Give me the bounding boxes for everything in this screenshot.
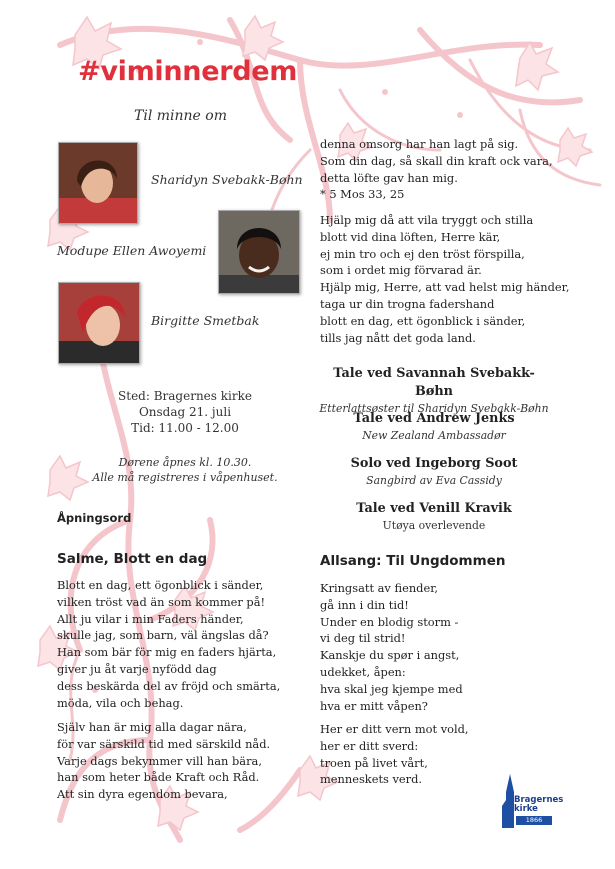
logo-name: Bragernes kirke [514, 795, 564, 814]
event-place: Sted: Bragernes kirke [118, 389, 252, 403]
speaker-andrew: Tale ved Andrew Jenks New Zealand Ambassadør [353, 411, 515, 442]
hymn-verse-3: Hjälp mig då att vila tryggt och stilla blott vid dina löften, Herre kär, ej min tro och ej den tröst förspilla, som i ordet mig förvarad är. Hjälp mig, Herre, att vad helst mig händer, taga ur din trogna fadershand blott en dag, ett ögonblick i sänder, tills jag nått det goda land. [320, 213, 570, 345]
event-date: Onsdag 21. juli [138, 405, 232, 419]
portrait-photo-sharidyn [58, 142, 138, 224]
solo-ingeborg: Solo ved Ingeborg Soot Sangbird av Eva Cassidy [350, 456, 518, 487]
portrait-photo-modupe [218, 210, 300, 294]
person-name: Birgitte Smetbak [151, 313, 260, 328]
speaker-venill: Tale ved Venill Kravik Utøya overlevende [356, 501, 512, 532]
hymn-verse-2: Själv han är mig alla dagar nära, för var särskild tid med särskild nåd. Varje dags bekymmer vill han bära, han som heter både Kraft och Råd. Att sin dyra egendom bevara, [57, 720, 271, 802]
portrait-photo-birgitte [58, 282, 140, 364]
song-verse-2: Her er ditt vern mot vold, her er ditt sverd: troen på livet vårt, menneskets verd. [320, 722, 469, 787]
speaker-savannah: Tale ved Savannah Svebakk-Bøhn Etterlattsøster til Sharidyn Svebakk-Bøhn [319, 366, 549, 415]
event-details [100, 388, 270, 436]
hymn-verse-2-continued: denna omsorg har han lagt på sig. Som din dag, så skall din kraft ock vara, detta löfte gav han mig. * 5 Mos 33, 25 [320, 137, 553, 202]
person-name: Modupe Ellen Awoyemi [57, 243, 207, 258]
song-verse-1: Kringsatt av fiender, gå inn i din tid! Under en blodig storm - vi deg til strid! Kanskje du spør i angst, udekket, åpen: hva skal jeg kjempe med hva er mitt våpen? [320, 581, 463, 713]
hashtag-title: #viminnerdem [78, 56, 298, 87]
event-time: Tid: 11.00 - 12.00 [131, 421, 239, 435]
opening-heading: Åpningsord [57, 511, 132, 525]
door-note: Dørene åpnes kl. 10.30. Alle må registreres i våpenhuset. [92, 456, 278, 484]
bible-reference: * 5 Mos 33, 25 [320, 187, 405, 202]
logo-year: 1866 [516, 816, 552, 825]
hymn-verse-1: Blott en dag, ett ögonblick i sänder, vilken tröst vad än som kommer på! Allt ju vilar i min Faders händer, skulle jag, som barn, väl ängslas då? Han som bär för mig en faders hjärta, giver ju åt varje nyfödd dag dess beskärda del av fröjd och smärta, möda, vila och behag. [57, 578, 281, 710]
person-name: Sharidyn Svebakk-Bøhn [151, 172, 303, 187]
song-title: Allsang: Til Ungdommen [320, 553, 506, 569]
memorial-heading: Til minne om [134, 108, 227, 124]
hymn-title: Salme, Blott en dag [57, 551, 208, 567]
